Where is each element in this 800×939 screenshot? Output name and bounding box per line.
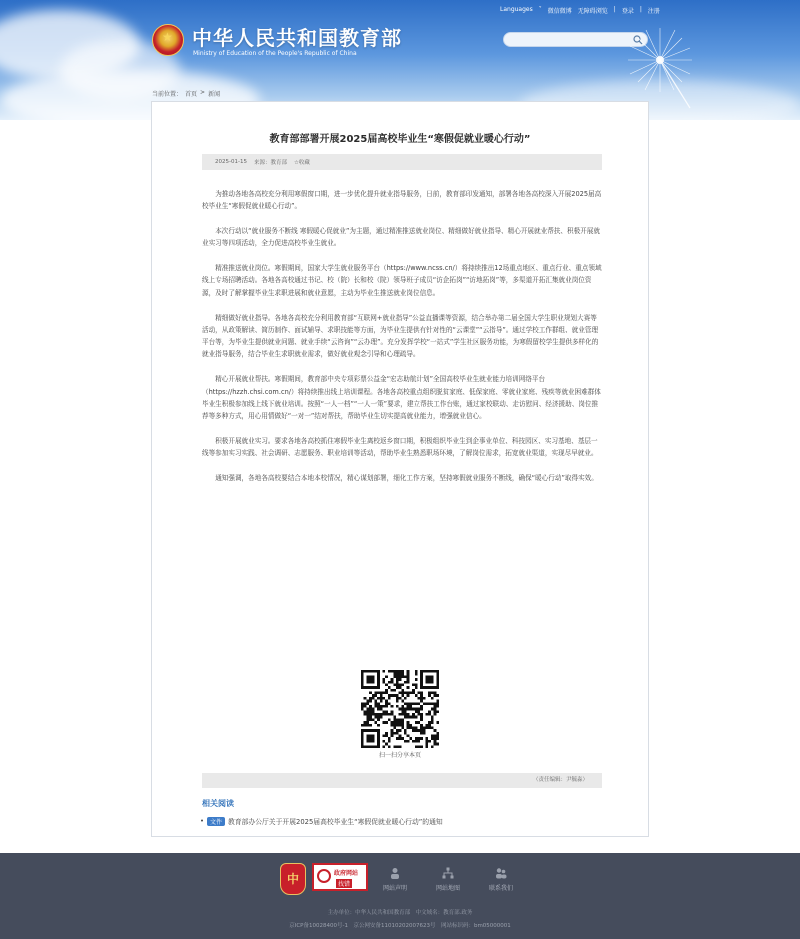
breadcrumb-home-link[interactable]: 首页 [185,91,198,98]
gov-badge-bottom-text: 找错 [338,881,351,888]
article-paragraph: 通知强调，各地各高校要结合本地本校情况，精心谋划部署，细化工作方案，坚持寒假就业服务不断线，确保“暖心行动”取得实效。 [215,474,598,483]
qr-caption: 扫一扫分享本页 [378,752,421,759]
sitemap-icon [442,867,454,879]
article-paragraph: 精心开展就业帮扶。寒假期间，教育部中央专项彩票公益金“宏志助航计划”全国高校毕业生就业能力培训网络平台（https://hzzh.chsi.com.cn/）将持续推出线上培训课程。各地各高校重点组织脱贫家庭、低保家庭、零就业家庭、残疾等就业困难群体毕业生积极参加线上线下就业培训。按照“一人一档”“一人一策”要求，建立帮扶工作台账，通过家校联动、走访慰问、经济援助、岗位推荐等多种方式，用心用情做好“一对一”结对帮扶，帮助毕业生切实提高就业能力，增强就业信心。 [202,375,601,421]
article-paragraph: 本次行动以“就业服务不断线 寒假暖心促就业”为主题，通过精准推送就业岗位、精细做好就业指导、精心开展就业帮扶、积极开展就业实习等四项活动，全力促进高校毕业生就业。 [202,227,600,248]
article-panel [151,101,649,837]
person-icon [389,867,401,879]
article-paragraph: 积极开展就业实习。要求各地各高校抓住寒假毕业生离校返乡窗口期，积极组织毕业生到企事业单位、科技园区、实习基地、基层一线等参加实习实践、社会调研、志愿服务、职业培训等活动，帮助毕业生熟悉职场环境，了解岗位需求，拓宽就业渠道，实现尽早就业。 [202,436,598,458]
accessibility-link[interactable]: 无障碍浏览 [577,8,608,15]
breadcrumb-current-link[interactable]: 新闻 [208,91,221,98]
article-meta [202,154,602,170]
related-reading-title: 相关阅读 [202,799,234,808]
footer-link-label: 联系我们 [488,885,513,892]
site-title[interactable]: 中华人民共和国教育部 [192,26,402,50]
breadcrumb-label: 当前位置： [152,91,183,98]
wechat-weibo-link[interactable]: 微信微博 [547,8,572,15]
favorite-label: 收藏 [298,160,310,166]
article-paragraph: 精细做好就业指导。各地各高校充分利用教育部“互联网+就业指导”公益直播课等资源，结合举办第二届全国大学生职业规划大赛等活动，从政策解读、简历制作、面试辅导、求职技能等方面，为毕业生提供有针对性的“云课堂”“云指导”。通过学校工作群组、就业管理平台等，为毕业生提供就业问题、就业手续“云咨询”“云办理”。充分发挥学校“一站式”学生社区服务功能，为寒假留校学生提供多样化的就业指导服务，结合毕业生求职就业需求，做好就业观念引导和心理疏导。 [202,313,599,359]
gov-badge-top-text: 政府网站 [334,870,359,877]
site-footer [0,853,800,939]
chevron-down-icon: ˅ [538,6,542,13]
breadcrumb-separator: > [200,89,206,96]
party-emblem-icon[interactable] [280,863,306,895]
share-qr-code [361,670,439,748]
magnifier-icon [317,869,331,883]
footer-link-label: 网站声明 [382,885,407,892]
divider: | [639,6,642,13]
favorite-button[interactable] [294,158,310,166]
article-source: 来源：教育部 [253,160,287,166]
breadcrumb [152,89,220,98]
dandelion-decoration-icon [620,20,710,110]
footer-sponsor-line: 主办单位：中华人民共和国教育部 中文域名：教育部.政务 [327,910,473,916]
site-subtitle: Ministry of Education of the People's Republic of China [193,50,357,57]
languages-link[interactable]: Languages [500,6,533,13]
article-title: 教育部部署开展2025届高校毕业生“寒假促就业暖心行动” [269,134,531,145]
footer-link-statement[interactable] [377,867,413,892]
footer-registration-line: 京ICP备10028400号-1 京公网安备11010202007623号 网站标识码：bm05000001 [289,923,511,929]
national-emblem-icon[interactable] [152,24,184,56]
article-paragraph: 精准推送就业岗位。寒假期间，国家大学生就业服务平台（https://www.ncss.cn/）将持续推出12场重点地区、重点行业、重点领域线上专场招聘活动。各地各高校通过书记、校（院）长和校（院）领导班子成员“访企拓岗”“访地拓岗”等，多渠道开拓汇集就业岗位资源，及时了解掌握毕业生求职进展和就业意愿，主动为毕业生推送就业岗位信息。 [202,264,602,297]
related-reading-item[interactable] [200,816,443,826]
bullet: • [200,817,205,825]
divider: | [613,6,616,13]
star-icon: ☆ [293,160,299,166]
document-badge: 文件 [207,817,225,826]
footer-link-sitemap[interactable] [430,867,466,892]
footer-link-contact[interactable] [483,867,519,892]
top-links [500,6,660,15]
gov-site-error-report-badge[interactable] [312,863,368,891]
register-link[interactable]: 注册 [647,8,660,15]
login-link[interactable]: 登录 [621,8,634,15]
contact-icon [495,867,507,879]
related-item-link[interactable]: 教育部办公厅关于开展2025届高校毕业生“寒假促就业暖心行动”的通知 [228,818,443,826]
editor-bar [202,773,602,788]
article-body [202,188,602,497]
responsible-editor: （责任编辑：尹毓淼） [532,777,588,783]
article-date: 2025-01-15 [215,159,247,165]
article-paragraph: 为推动各地各高校充分利用寒假窗口期，进一步优化提升就业指导服务，日前，教育部印发通知，部署各地各高校深入开展2025届高校毕业生“寒假促就业暖心行动”。 [202,190,602,211]
footer-link-label: 网站地图 [435,885,460,892]
